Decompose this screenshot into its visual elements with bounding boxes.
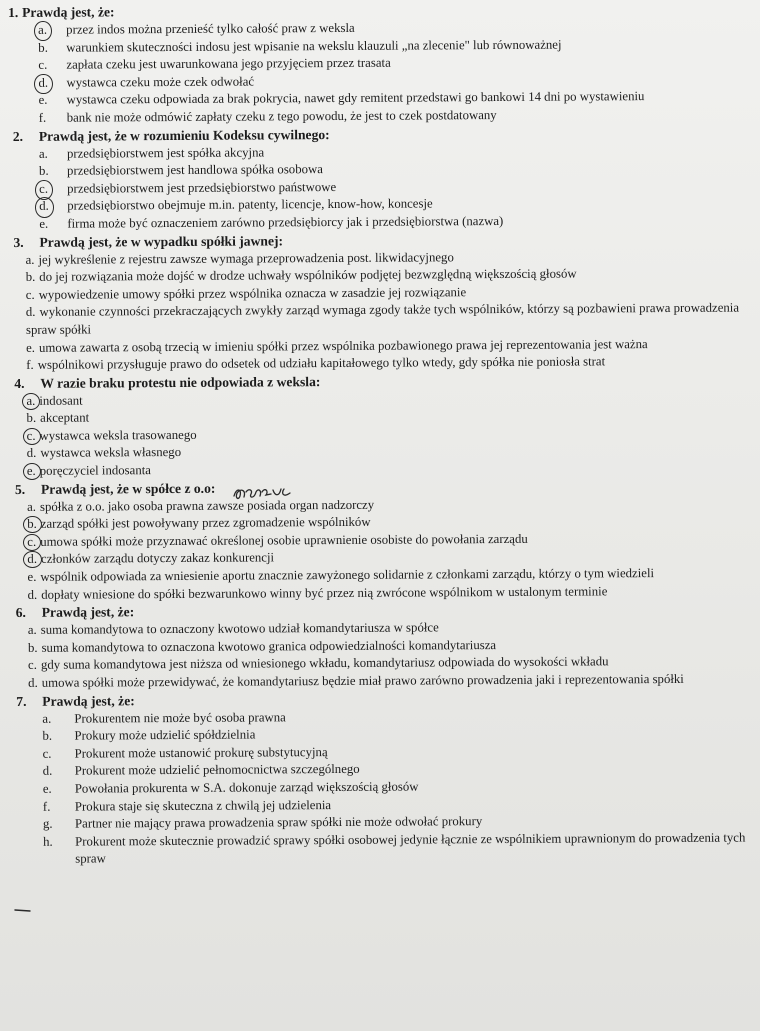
option-letter: a. <box>27 499 37 514</box>
option-letter: f. <box>42 799 51 814</box>
option-letter: c. <box>38 57 48 73</box>
option-letter: a. <box>25 252 35 267</box>
option-text: zapłata czeku jest uwarunkowana jego przyjęciem przez trasata <box>66 55 391 72</box>
option-letter: b. <box>38 163 49 178</box>
question-text: Prawdą jest, że w wypadku spółki jawnej: <box>39 232 284 250</box>
option-text: do jej rozwiązania może dojść w drodze uchwały wspólników podjętej bezwzględną większością głosów <box>39 266 577 284</box>
question-text: Prawdą jest, że: <box>42 692 135 709</box>
option-text: jej wykreślenie z rejestru zawsze wymaga przeprowadzenia post. likwidacyjnego <box>38 249 454 267</box>
option-text: spółka z o.o. jako osoba prawna zawsze posiada organ nadzorczy <box>39 497 375 514</box>
option-text: warunkiem skuteczności indosu jest wpisanie na wekslu klauzuli „na zlecenie" lub równoważnej <box>66 37 562 55</box>
handwritten-scribble <box>232 484 294 504</box>
answer-option <box>10 300 750 340</box>
option-text: wystawca czeku odpowiada za brak pokrycia, nawet gdy remitent przedstawi go bankowi 14 dni po wystawieniu <box>66 89 645 108</box>
option-letter: b. <box>42 728 53 743</box>
option-letter: c. <box>27 658 37 673</box>
option-text: suma komandytowa to oznaczony kwotowo udział komandytariusza w spółce <box>40 620 439 638</box>
option-text: firma może być oznaczeniem zarówno przedsiębiorcy jak i przedsiębiorstwa (nazwa) <box>67 213 504 231</box>
option-text: indosant <box>39 393 83 408</box>
option-text: wspólnikowi przysługuje prawo do odsetek od udziału kapitałowego tylko wtedy, gdy spółka nie poniosła strat <box>37 354 606 372</box>
option-text: wystawca weksla własnego <box>40 445 182 461</box>
option-letter: d. <box>42 764 53 779</box>
option-letter: b. <box>25 269 36 285</box>
option-letter: c. <box>42 746 52 761</box>
answer-option <box>13 829 753 869</box>
option-letter: e. <box>26 463 36 478</box>
option-text: Prokurent może ustanowić prokurę substytucyjną <box>74 744 328 761</box>
option-letter: d. <box>38 75 49 90</box>
question-2 <box>9 123 750 233</box>
option-text: przedsiębiorstwem jest handlowa spółka osobowa <box>66 162 323 178</box>
question-number: 3. <box>13 234 24 250</box>
option-text: akceptant <box>40 410 90 426</box>
option-letter: d. <box>28 675 38 690</box>
question-text: W razie braku protestu nie odpowiada z weksla: <box>40 373 321 391</box>
option-letter: a. <box>42 711 52 726</box>
option-text: Prokurent może skutecznie prowadzić sprawy spółki osobowej jedynie łącznie ze wspólnikiem uprawnionym do prowadzenia tych spraw <box>75 830 746 866</box>
question-3 <box>9 229 750 375</box>
option-letter: d. <box>27 587 38 602</box>
option-letter: e. <box>42 781 52 796</box>
option-text: wypowiedzenie umowy spółki przez wspólnika oznacza w zasadzie jej rozwiązanie <box>38 284 467 302</box>
option-letter: b. <box>27 640 38 655</box>
question-number: 1. <box>8 4 19 20</box>
option-text: przedsiębiorstwo obejmuje m.in. patenty, licencje, know-how, koncesje <box>67 196 433 213</box>
question-number: 6. <box>15 605 26 621</box>
option-text: suma komandytowa to oznaczona kwotowo granica odpowiedzialności komandytariusza <box>41 637 497 655</box>
question-number: 4. <box>14 375 25 391</box>
option-letter: b. <box>27 517 37 532</box>
option-text: wykonanie czynności przekraczających zwykły zarząd wymaga zgody także tych wspólników, którzy są pozbawieni prawa prowadzenia spraw spółki <box>25 300 740 337</box>
option-text: przez indos można przenieść tylko całość praw z weksla <box>66 20 355 37</box>
question-number: 5. <box>14 481 26 497</box>
option-text: zarząd spółki jest powoływany przez zgromadzenie wspólników <box>40 515 371 532</box>
option-letter: e. <box>39 216 49 231</box>
option-letter: f. <box>38 110 47 125</box>
question-text: Prawdą jest, że w rozumieniu Kodeksu cywilnego: <box>38 126 330 144</box>
option-text: Powołania prokurenta w S.A. dokonuje zarząd większością głosów <box>74 779 419 796</box>
option-text: przedsiębiorstwem jest przedsiębiorstwo państwowe <box>67 179 337 196</box>
option-text: bank nie może odmówić zapłaty czeku z tego powodu, że jest to czek postdatowany <box>66 107 497 125</box>
pen-dash-mark <box>14 906 32 914</box>
option-text: Prokury może udzielić spółdzielnia <box>74 727 256 743</box>
question-5 <box>11 476 752 604</box>
question-1 <box>8 0 749 128</box>
option-letter: b. <box>38 40 48 55</box>
option-text: wystawca czeku może czek odwołać <box>66 74 255 90</box>
option-letter: a. <box>27 623 37 638</box>
option-letter: d. <box>26 446 37 461</box>
option-letter: g. <box>42 816 53 831</box>
option-text: Prokurent może udzielić pełnomocnictwa szczególnego <box>74 762 360 778</box>
option-letter: a. <box>26 393 36 408</box>
option-letter: d. <box>27 552 38 567</box>
option-letter: a. <box>38 22 48 37</box>
option-text: członków zarządu dotyczy zakaz konkurencji <box>40 550 275 567</box>
option-text: Prokura staje się skuteczna z chwilą jej udzielenia <box>74 797 332 814</box>
question-text: Prawdą jest, że: <box>41 604 135 621</box>
option-text: gdy suma komandytowa jest niższa od wniesionego wkładu, komandytariusz odpowiada do wysokości wkładu <box>40 654 609 673</box>
question-number: 7. <box>16 693 27 709</box>
question-text: Prawdą jest, że: <box>22 4 115 20</box>
option-letter: b. <box>26 411 37 426</box>
option-letter: c. <box>39 181 49 196</box>
option-letter: e. <box>38 93 48 108</box>
option-text: wystawca weksla trasowanego <box>39 427 197 443</box>
question-number: 2. <box>12 128 24 144</box>
option-text: umowa spółki może przewidywać, że komandytariusz będzie miał prawo zarówno prowadzenia jaki i reprezentowania spółki <box>41 671 684 690</box>
option-letter: h. <box>43 834 53 849</box>
option-letter: c. <box>27 534 37 549</box>
option-letter: f. <box>26 357 34 372</box>
option-text: wspólnik odpowiada za wniesienie aportu znacznie zawyżonego solidarnie z członkami zarządu, którzy o tym wiedzieli <box>40 566 655 584</box>
option-letter: e. <box>26 340 36 355</box>
option-letter: c. <box>26 428 36 443</box>
option-text: umowa zawarta z osobą trzecią w imieniu spółki przez wspólnika pozbawionego prawa jej reprezentowania jest ważna <box>38 336 648 355</box>
option-text: umowa spółki może przyznawać określonej osobie uprawnienie osobiste do powołania zarządu <box>40 531 528 549</box>
question-4 <box>10 370 751 480</box>
option-text: Prokurentem nie może być osoba prawna <box>74 709 286 726</box>
option-letter: a. <box>38 146 48 161</box>
question-7 <box>12 688 753 869</box>
option-letter: d. <box>39 199 49 214</box>
option-letter: c. <box>25 287 35 302</box>
option-text: Partner nie mający prawa prowadzenia spraw spółki nie może odwołać prokury <box>74 814 483 831</box>
question-sheet <box>8 0 753 869</box>
option-letter: d. <box>25 305 36 320</box>
option-letter: e. <box>27 569 37 584</box>
option-text: dopłaty wniesione do spółki bezwarunkowo winny być przez nią zwrócone wspólnikom w ustalonym terminie <box>41 583 608 602</box>
question-text: Prawdą jest, że w spółce z o.o: <box>40 480 216 497</box>
question-6 <box>12 600 753 693</box>
option-text: przedsiębiorstwem jest spółka akcyjna <box>66 145 265 161</box>
option-text: poręczyciel indosanta <box>39 463 152 478</box>
